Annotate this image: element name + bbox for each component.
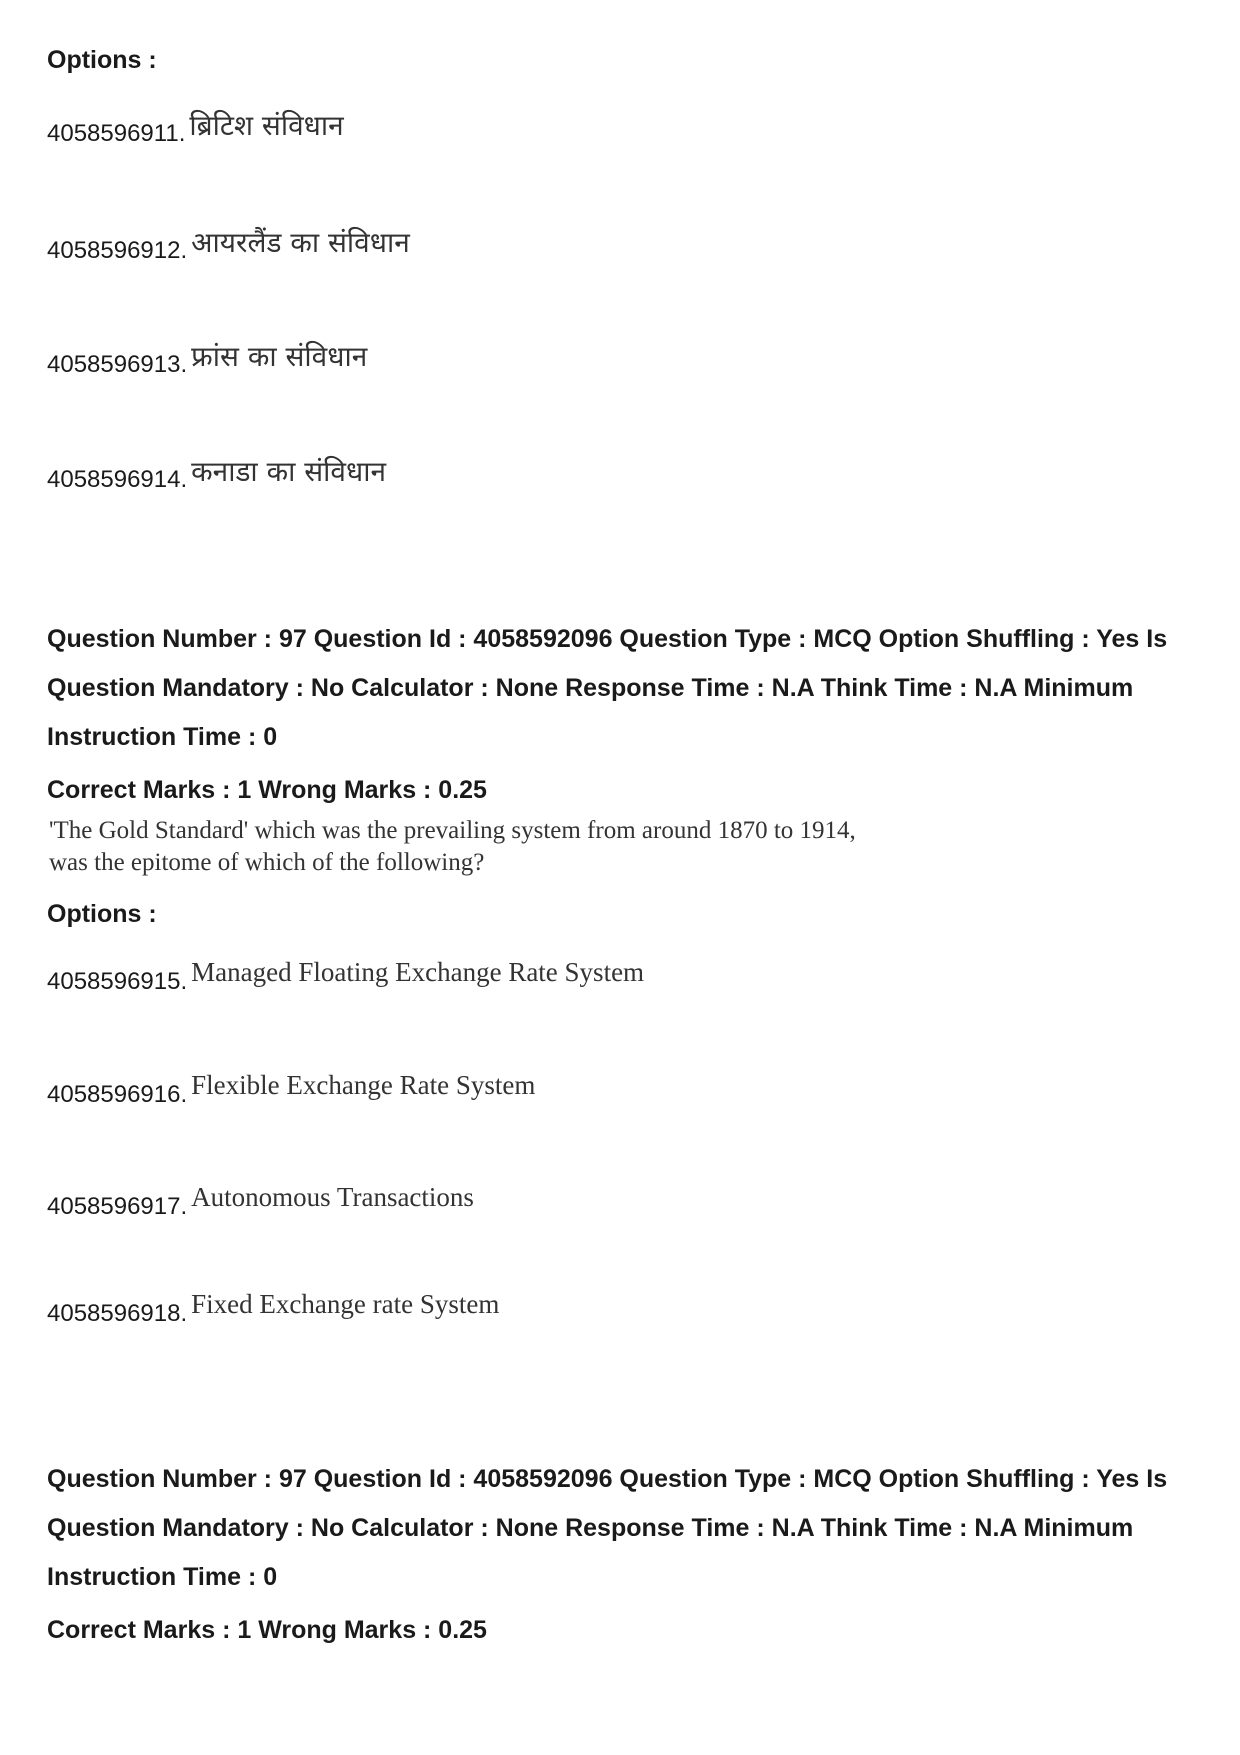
question-text-line: was the epitome of which of the following? <box>49 849 485 876</box>
options-label: Options : <box>47 900 157 928</box>
option-row <box>47 109 344 150</box>
option-id: 4058596918. <box>47 1300 188 1327</box>
question-meta <box>47 615 1207 762</box>
option-row <box>47 455 387 496</box>
question-meta-line: Question Number : 97 Question Id : 4058592096 Question Type : MCQ Option Shuffling : Yes Is <box>47 1465 1168 1493</box>
marks-line: Correct Marks : 1 Wrong Marks : 0.25 <box>47 1616 487 1644</box>
option-id: 4058596913. <box>47 351 188 378</box>
question-meta-line: Instruction Time : 0 <box>47 1563 278 1591</box>
option-row <box>47 226 410 267</box>
option-text: Fixed Exchange rate System <box>191 1289 500 1319</box>
option-text: Autonomous Transactions <box>191 1182 474 1212</box>
option-id: 4058596912. <box>47 237 188 264</box>
question-meta <box>47 1455 1207 1602</box>
question-meta-line: Question Mandatory : No Calculator : None Response Time : N.A Think Time : N.A Minimum <box>47 674 1134 702</box>
option-id: 4058596917. <box>47 1193 188 1220</box>
option-text: Managed Floating Exchange Rate System <box>191 957 645 987</box>
option-text: ब्रिटिश संविधान <box>189 109 344 142</box>
question-text-line: 'The Gold Standard' which was the prevailing system from around 1870 to 1914, <box>49 817 856 844</box>
question-text <box>49 815 949 879</box>
option-row <box>47 1289 500 1328</box>
marks-line: Correct Marks : 1 Wrong Marks : 0.25 <box>47 776 487 804</box>
option-id: 4058596916. <box>47 1081 188 1108</box>
option-text: फ्रांस का संविधान <box>191 340 368 373</box>
question-meta-line: Question Number : 97 Question Id : 4058592096 Question Type : MCQ Option Shuffling : Yes Is <box>47 625 1168 653</box>
question-meta-line: Instruction Time : 0 <box>47 723 278 751</box>
option-text: आयरलैंड का संविधान <box>191 226 410 259</box>
option-text: कनाडा का संविधान <box>191 455 387 488</box>
options-label: Options : <box>47 46 157 74</box>
option-id: 4058596915. <box>47 968 188 995</box>
option-row <box>47 1182 474 1221</box>
option-text: Flexible Exchange Rate System <box>191 1070 536 1100</box>
question-meta-line: Question Mandatory : No Calculator : None Response Time : N.A Think Time : N.A Minimum <box>47 1514 1134 1542</box>
option-row <box>47 340 368 381</box>
option-id: 4058596914. <box>47 466 188 493</box>
option-row <box>47 957 645 996</box>
option-id: 4058596911. <box>47 120 186 147</box>
option-row <box>47 1070 536 1109</box>
